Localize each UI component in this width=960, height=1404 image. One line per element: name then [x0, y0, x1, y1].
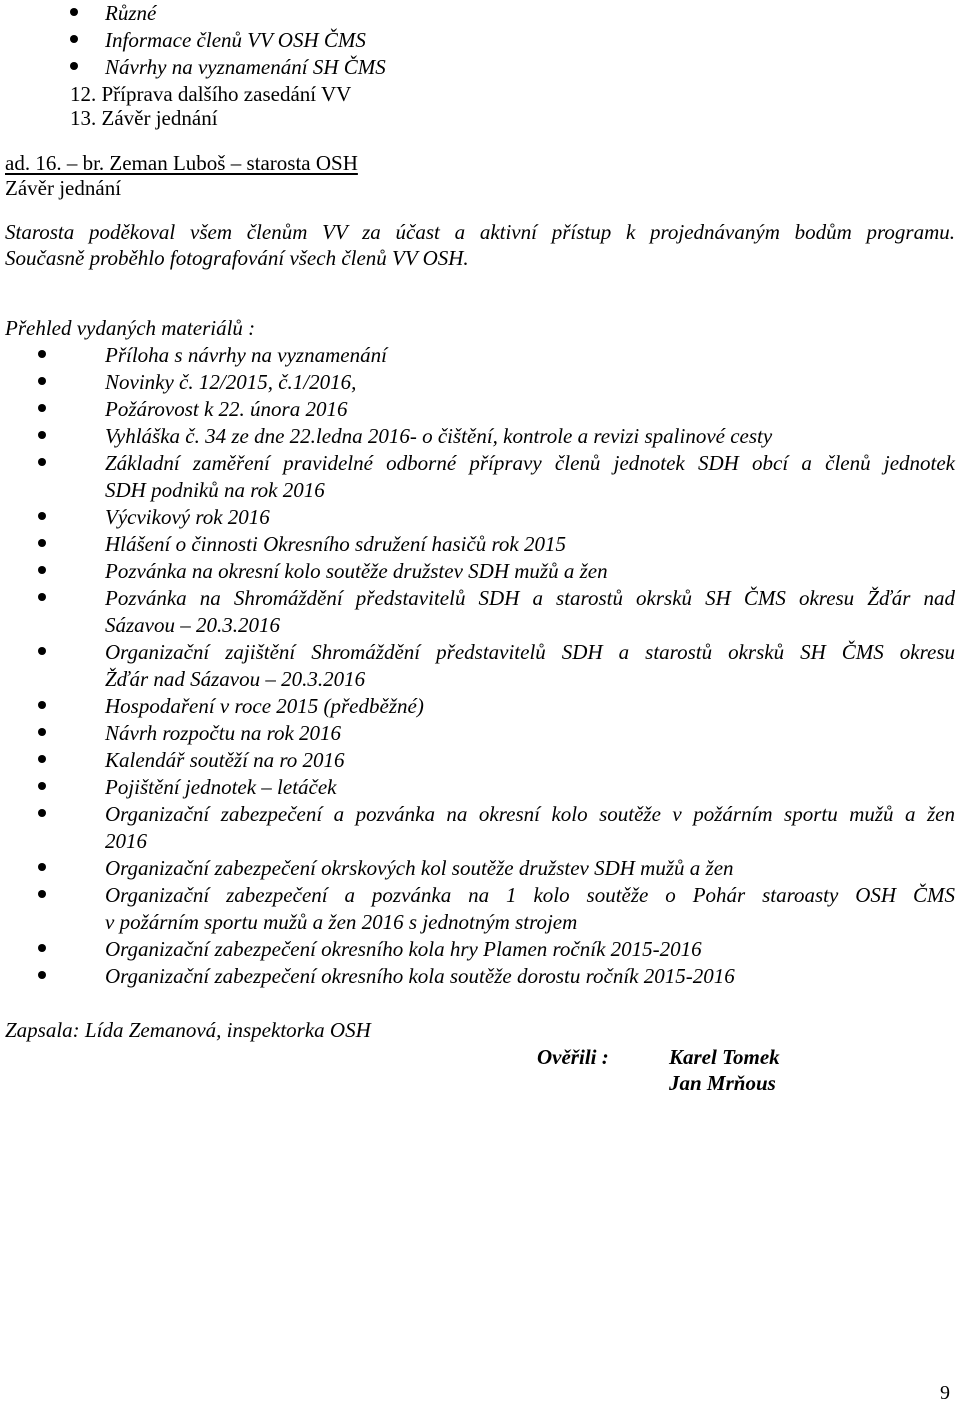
material-item-continuation: SDH podniků na rok 2016 — [105, 478, 325, 502]
bullet-dot — [38, 593, 46, 601]
page-number: 9 — [940, 1382, 950, 1404]
material-item: Pozvánka na okresní kolo soutěže družstev SDH mužů a žen — [105, 559, 608, 583]
bullet-dot — [38, 377, 46, 385]
bullet-dot — [38, 863, 46, 871]
material-item: Pojištění jednotek – letáček — [105, 775, 337, 799]
material-item-continuation: 2016 — [105, 829, 147, 853]
bullet-dot — [70, 62, 78, 70]
bullet-dot — [38, 755, 46, 763]
material-item: Základní zaměření pravidelné odborné přípravy členů jednotek SDH obcí a členů jednotek — [105, 451, 955, 475]
agenda-numbered-item: 13. Závěr jednání — [70, 106, 218, 130]
overili-label: Ověřili : — [537, 1045, 609, 1069]
material-item: Organizační zabezpečení a pozvánka na okresní kolo soutěže v požárním sportu mužů a žen — [105, 802, 955, 826]
material-item-continuation: Sázavou – 20.3.2016 — [105, 613, 280, 637]
material-item: Organizační zabezpečení okrskových kol soutěže družstev SDH mužů a žen — [105, 856, 734, 880]
material-item: Kalendář soutěží na ro 2016 — [105, 748, 345, 772]
material-item: Výcvikový rok 2016 — [105, 505, 270, 529]
material-item: Pozvánka na Shromáždění představitelů SDH a starostů okrsků SH ČMS okresu Žďár nad — [105, 586, 955, 610]
bullet-dot — [38, 944, 46, 952]
paragraph-line: Současně proběhlo fotografování všech členů VV OSH. — [5, 246, 469, 270]
material-item: Požárovost k 22. února 2016 — [105, 397, 348, 421]
bullet-dot — [38, 350, 46, 358]
agenda-item: Návrhy na vyznamenání SH ČMS — [105, 55, 386, 79]
material-item-continuation: Žďár nad Sázavou – 20.3.2016 — [105, 667, 366, 691]
bullet-dot — [38, 431, 46, 439]
bullet-dot — [38, 809, 46, 817]
material-item: Organizační zabezpečení okresního kola soutěže dorostu ročník 2015-2016 — [105, 964, 735, 988]
verifier-name: Karel Tomek — [669, 1045, 780, 1069]
materials-heading: Přehled vydaných materiálů : — [5, 316, 256, 340]
bullet-dot — [70, 8, 78, 16]
bullet-dot — [38, 458, 46, 466]
material-item: Organizační zajištění Shromáždění představitelů SDH a starostů okrsků SH ČMS okresu — [105, 640, 955, 664]
material-item: Vyhláška č. 34 ze dne 22.ledna 2016- o čištění, kontrole a revizi spalinové cesty — [105, 424, 773, 448]
bullet-dot — [38, 512, 46, 520]
bullet-dot — [38, 701, 46, 709]
bullet-dot — [38, 566, 46, 574]
agenda-item: Různé — [105, 1, 157, 25]
material-item: Příloha s návrhy na vyznamenání — [105, 343, 387, 367]
paragraph-line: Starosta poděkoval všem členům VV za účast a aktivní přístup k projednávaným bodům programu. — [5, 220, 955, 244]
bullet-dot — [38, 782, 46, 790]
bullet-dot — [38, 647, 46, 655]
bullet-dot — [38, 404, 46, 412]
material-item: Organizační zabezpečení okresního kola hry Plamen ročník 2015-2016 — [105, 937, 702, 961]
bullet-dot — [70, 35, 78, 43]
section-title: Závěr jednání — [5, 176, 122, 200]
bullet-dot — [38, 539, 46, 547]
agenda-item: Informace členů VV OSH ČMS — [105, 28, 366, 52]
agenda-numbered-item: 12. Příprava dalšího zasedání VV — [70, 82, 352, 106]
zapsala-line: Zapsala: Lída Zemanová, inspektorka OSH — [5, 1018, 371, 1042]
material-item: Organizační zabezpečení a pozvánka na 1 kolo soutěže o Pohár staroasty OSH ČMS — [105, 883, 955, 907]
material-item: Novinky č. 12/2015, č.1/2016, — [105, 370, 357, 394]
material-item: Návrh rozpočtu na rok 2016 — [105, 721, 342, 745]
material-item: Hospodaření v roce 2015 (předběžné) — [105, 694, 424, 718]
bullet-dot — [38, 890, 46, 898]
bullet-dot — [38, 728, 46, 736]
section-heading: ad. 16. – br. Zeman Luboš – starosta OSH — [5, 151, 358, 175]
material-item-continuation: v požárním sportu mužů a žen 2016 s jednotným strojem — [105, 910, 578, 934]
bullet-dot — [38, 971, 46, 979]
verifier-name: Jan Mrňous — [669, 1071, 776, 1095]
material-item: Hlášení o činnosti Okresního sdružení hasičů rok 2015 — [105, 532, 566, 556]
